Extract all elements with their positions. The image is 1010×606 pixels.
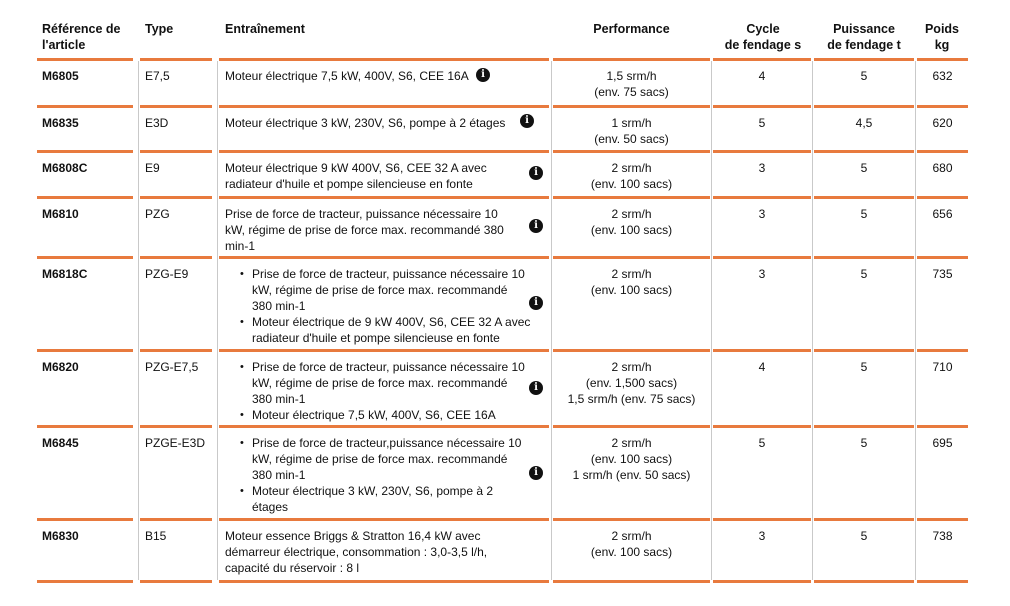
header-force bbox=[814, 21, 914, 53]
table-row-cycle: 3 bbox=[758, 207, 766, 221]
header-type: Type bbox=[145, 22, 174, 36]
row-divider bbox=[140, 196, 212, 199]
table-row-type: PZG-E9 bbox=[145, 267, 189, 281]
column-separator bbox=[812, 61, 813, 580]
drive-line: Moteur électrique 3 kW, 230V, S6, pompe à 2 étages bbox=[225, 116, 506, 130]
row-divider bbox=[713, 58, 811, 61]
header-cycle bbox=[713, 21, 813, 53]
row-divider bbox=[219, 256, 549, 259]
header-ref-line1: Référence de bbox=[42, 22, 121, 36]
row-divider bbox=[814, 105, 914, 108]
column-separator bbox=[217, 61, 218, 580]
table-row-force: 5 bbox=[860, 529, 868, 543]
drive-bullet-item bbox=[252, 407, 538, 423]
header-force-line1: Puissance bbox=[833, 22, 895, 36]
drive-line: Moteur essence Briggs & Stratton 16,4 kW avec bbox=[225, 529, 481, 543]
row-divider bbox=[37, 349, 133, 352]
row-divider bbox=[553, 150, 710, 153]
drive-bullet-item bbox=[252, 266, 538, 314]
row-divider bbox=[553, 105, 710, 108]
row-divider bbox=[553, 349, 710, 352]
table-row-performance bbox=[553, 160, 710, 192]
drive-line: kW, régime de prise de force max. recommandé bbox=[252, 283, 508, 297]
table-row-cycle: 4 bbox=[758, 69, 766, 83]
row-divider bbox=[140, 518, 212, 521]
drive-line: démarreur électrique, consommation : 3,0-3,5 l/h, bbox=[225, 545, 488, 559]
table-row-performance bbox=[553, 359, 710, 407]
table-row-type: E3D bbox=[145, 116, 169, 130]
table-row-drive bbox=[225, 115, 535, 131]
table-row-cycle: 4 bbox=[758, 360, 766, 374]
performance-text: 1,5 srm/h (env. 75 sacs) bbox=[567, 392, 696, 406]
performance-text: 2 srm/h bbox=[611, 436, 652, 450]
table-row-weight: 656 bbox=[932, 207, 953, 221]
column-separator bbox=[138, 61, 139, 580]
drive-line: kW, régime de prise de force max. recommandé 380 bbox=[225, 223, 504, 237]
table-row-weight: 620 bbox=[932, 116, 953, 130]
table-row-force: 5 bbox=[860, 267, 868, 281]
table-row-type: B15 bbox=[145, 529, 167, 543]
info-circle-icon[interactable]: i bbox=[476, 68, 490, 82]
performance-text: (env. 1,500 sacs) bbox=[585, 376, 678, 390]
info-circle-icon[interactable]: i bbox=[520, 114, 534, 128]
row-divider bbox=[917, 518, 968, 521]
table-row-drive bbox=[238, 359, 538, 423]
row-divider bbox=[219, 105, 549, 108]
row-divider bbox=[219, 150, 549, 153]
table-row-ref: M6818C bbox=[42, 267, 88, 281]
performance-line: (env. 100 sacs) bbox=[590, 283, 673, 297]
table-row-type: PZG bbox=[145, 207, 170, 221]
table-row-cycle: 3 bbox=[758, 529, 766, 543]
drive-line: 380 min-1 bbox=[252, 468, 306, 482]
drive-line: Prise de force de tracteur, puissance nécessaire 10 bbox=[225, 207, 498, 221]
performance-line: 2 srm/h bbox=[611, 529, 652, 543]
row-divider bbox=[140, 425, 212, 428]
header-performance: Performance bbox=[593, 22, 670, 36]
row-divider bbox=[219, 580, 549, 583]
drive-bullet-list bbox=[238, 266, 538, 346]
row-divider bbox=[37, 580, 133, 583]
row-divider bbox=[219, 58, 549, 61]
column-separator bbox=[915, 61, 916, 580]
header-weight bbox=[917, 21, 967, 53]
row-divider bbox=[713, 580, 811, 583]
table-row-ref: M6805 bbox=[42, 69, 79, 83]
performance-line: 2 srm/h bbox=[611, 207, 652, 221]
performance-line: (env. 50 sacs) bbox=[594, 132, 669, 146]
performance-line bbox=[553, 467, 710, 483]
row-divider bbox=[713, 150, 811, 153]
table-row-cycle: 5 bbox=[758, 116, 766, 130]
performance-line: 1,5 srm/h bbox=[606, 69, 657, 83]
row-divider bbox=[713, 196, 811, 199]
performance-line bbox=[553, 359, 710, 375]
info-circle-icon[interactable]: i bbox=[529, 219, 543, 233]
table-row-ref: M6845 bbox=[42, 436, 79, 450]
drive-bullet-item bbox=[252, 359, 538, 407]
row-divider bbox=[553, 256, 710, 259]
row-divider bbox=[814, 580, 914, 583]
performance-line: (env. 100 sacs) bbox=[590, 177, 673, 191]
table-row-drive bbox=[238, 435, 538, 515]
drive-line: • Prise de force de tracteur,puissance nécessaire 10 bbox=[252, 436, 522, 450]
column-separator bbox=[711, 61, 712, 580]
row-divider bbox=[553, 196, 710, 199]
row-divider bbox=[917, 150, 968, 153]
row-divider bbox=[713, 105, 811, 108]
table-row-weight: 738 bbox=[932, 529, 953, 543]
table-row-drive bbox=[225, 206, 535, 254]
drive-line: • Prise de force de tracteur, puissance nécessaire 10 bbox=[252, 360, 525, 374]
drive-line: 380 min-1 bbox=[252, 392, 306, 406]
row-divider bbox=[553, 58, 710, 61]
table-row-cycle: 5 bbox=[758, 436, 766, 450]
info-circle-icon[interactable]: i bbox=[529, 296, 543, 310]
table-row-ref: M6835 bbox=[42, 116, 79, 130]
table-row-performance bbox=[553, 266, 710, 298]
header-cycle-line2: de fendage s bbox=[724, 38, 802, 52]
table-row-drive bbox=[225, 528, 535, 576]
performance-line: (env. 100 sacs) bbox=[590, 223, 673, 237]
drive-line: radiateur d'huile et pompe silencieuse en fonte bbox=[225, 177, 473, 191]
table-row-ref: M6820 bbox=[42, 360, 79, 374]
table-row-type: PZGE-E3D bbox=[145, 436, 206, 450]
table-row-cycle: 3 bbox=[758, 161, 766, 175]
drive-bullet-list bbox=[238, 435, 538, 515]
table-row-force: 5 bbox=[860, 69, 868, 83]
drive-line: capacité du réservoir : 8 l bbox=[225, 561, 360, 575]
table-row-performance bbox=[553, 528, 710, 560]
row-divider bbox=[917, 580, 968, 583]
table-row-force: 5 bbox=[860, 161, 868, 175]
performance-line bbox=[553, 451, 710, 467]
table-row-force: 5 bbox=[860, 360, 868, 374]
drive-line: • Moteur électrique de 9 kW 400V, S6, CEE 32 A avec bbox=[252, 315, 531, 329]
drive-bullet-item bbox=[252, 483, 538, 515]
drive-line: • Moteur électrique 7,5 kW, 400V, S6, CEE 16A bbox=[252, 408, 496, 422]
info-circle-icon[interactable]: i bbox=[529, 381, 543, 395]
table-row-performance bbox=[553, 435, 710, 483]
row-divider bbox=[917, 425, 968, 428]
info-circle-icon[interactable]: i bbox=[529, 166, 543, 180]
row-divider bbox=[37, 425, 133, 428]
performance-line: (env. 75 sacs) bbox=[594, 85, 669, 99]
table-row-drive bbox=[225, 160, 535, 192]
table-row-force: 5 bbox=[860, 207, 868, 221]
row-divider bbox=[140, 150, 212, 153]
header-force-line2: de fendage t bbox=[827, 38, 901, 52]
drive-bullet-list bbox=[238, 359, 538, 423]
row-divider bbox=[814, 58, 914, 61]
row-divider bbox=[140, 580, 212, 583]
performance-line bbox=[553, 375, 710, 391]
performance-line: 2 srm/h bbox=[611, 267, 652, 281]
drive-line: min-1 bbox=[225, 239, 256, 253]
row-divider bbox=[37, 518, 133, 521]
row-divider bbox=[713, 256, 811, 259]
header-weight-line1: Poids bbox=[924, 22, 960, 36]
performance-text: 1 srm/h (env. 50 sacs) bbox=[572, 468, 691, 482]
table-row-ref: M6830 bbox=[42, 529, 79, 543]
row-divider bbox=[140, 105, 212, 108]
row-divider bbox=[219, 349, 549, 352]
row-divider bbox=[814, 518, 914, 521]
header-weight-line2: kg bbox=[934, 38, 950, 52]
drive-bullet-item bbox=[252, 314, 538, 346]
table-row-performance bbox=[553, 68, 710, 100]
performance-line: 2 srm/h bbox=[611, 161, 652, 175]
performance-line bbox=[553, 435, 710, 451]
row-divider bbox=[814, 150, 914, 153]
header-drive: Entraînement bbox=[225, 22, 305, 36]
performance-line bbox=[553, 391, 710, 407]
row-divider bbox=[713, 425, 811, 428]
table-row-performance bbox=[553, 115, 710, 147]
table-row-type: E9 bbox=[145, 161, 160, 175]
row-divider bbox=[37, 256, 133, 259]
header-cycle-line1: Cycle bbox=[746, 22, 780, 36]
table-row-cycle: 3 bbox=[758, 267, 766, 281]
table-row-performance bbox=[553, 206, 710, 238]
table-row-drive bbox=[238, 266, 538, 346]
drive-line: kW, régime de prise de force max. recommandé bbox=[252, 452, 508, 466]
row-divider bbox=[814, 349, 914, 352]
performance-line: 1 srm/h bbox=[611, 116, 652, 130]
row-divider bbox=[37, 105, 133, 108]
table-row-force: 5 bbox=[860, 436, 868, 450]
table-row-weight: 632 bbox=[932, 69, 953, 83]
row-divider bbox=[814, 425, 914, 428]
row-divider bbox=[37, 150, 133, 153]
table-row-force: 4,5 bbox=[855, 116, 873, 130]
row-divider bbox=[219, 518, 549, 521]
table-row-ref: M6810 bbox=[42, 207, 79, 221]
row-divider bbox=[219, 425, 549, 428]
drive-line: Moteur électrique 9 kW 400V, S6, CEE 32 A avec bbox=[225, 161, 487, 175]
row-divider bbox=[713, 518, 811, 521]
table-row-weight: 680 bbox=[932, 161, 953, 175]
row-divider bbox=[814, 256, 914, 259]
performance-line: (env. 100 sacs) bbox=[590, 545, 673, 559]
performance-text: (env. 100 sacs) bbox=[590, 452, 673, 466]
row-divider bbox=[917, 256, 968, 259]
drive-line: • Moteur électrique 3 kW, 230V, S6, pompe à 2 bbox=[252, 484, 494, 498]
row-divider bbox=[219, 196, 549, 199]
column-separator bbox=[551, 61, 552, 580]
row-divider bbox=[37, 58, 133, 61]
row-divider bbox=[917, 349, 968, 352]
table-row-weight: 735 bbox=[932, 267, 953, 281]
table-row-ref: M6808C bbox=[42, 161, 88, 175]
table-row-type: E7,5 bbox=[145, 69, 170, 83]
row-divider bbox=[553, 580, 710, 583]
drive-line: étages bbox=[252, 500, 289, 514]
header-ref-line2: l'article bbox=[42, 38, 86, 52]
row-divider bbox=[917, 58, 968, 61]
row-divider bbox=[553, 518, 710, 521]
row-divider bbox=[917, 105, 968, 108]
drive-bullet-item bbox=[252, 435, 538, 483]
row-divider bbox=[140, 58, 212, 61]
drive-line: 380 min-1 bbox=[252, 299, 306, 313]
drive-line: • Prise de force de tracteur, puissance nécessaire 10 bbox=[252, 267, 525, 281]
drive-line: kW, régime de prise de force max. recommandé bbox=[252, 376, 508, 390]
header-ref bbox=[42, 21, 137, 53]
row-divider bbox=[917, 196, 968, 199]
table-row-type: PZG-E7,5 bbox=[145, 360, 199, 374]
performance-text: 2 srm/h bbox=[611, 360, 652, 374]
row-divider bbox=[553, 425, 710, 428]
row-divider bbox=[713, 349, 811, 352]
row-divider bbox=[140, 256, 212, 259]
row-divider bbox=[140, 349, 212, 352]
drive-line: radiateur d'huile et pompe silencieuse en fonte bbox=[252, 331, 500, 345]
info-circle-icon[interactable]: i bbox=[529, 466, 543, 480]
table-row-weight: 710 bbox=[932, 360, 953, 374]
row-divider bbox=[37, 196, 133, 199]
row-divider bbox=[814, 196, 914, 199]
drive-line: Moteur électrique 7,5 kW, 400V, S6, CEE 16A bbox=[225, 69, 469, 83]
table-row-weight: 695 bbox=[932, 436, 953, 450]
